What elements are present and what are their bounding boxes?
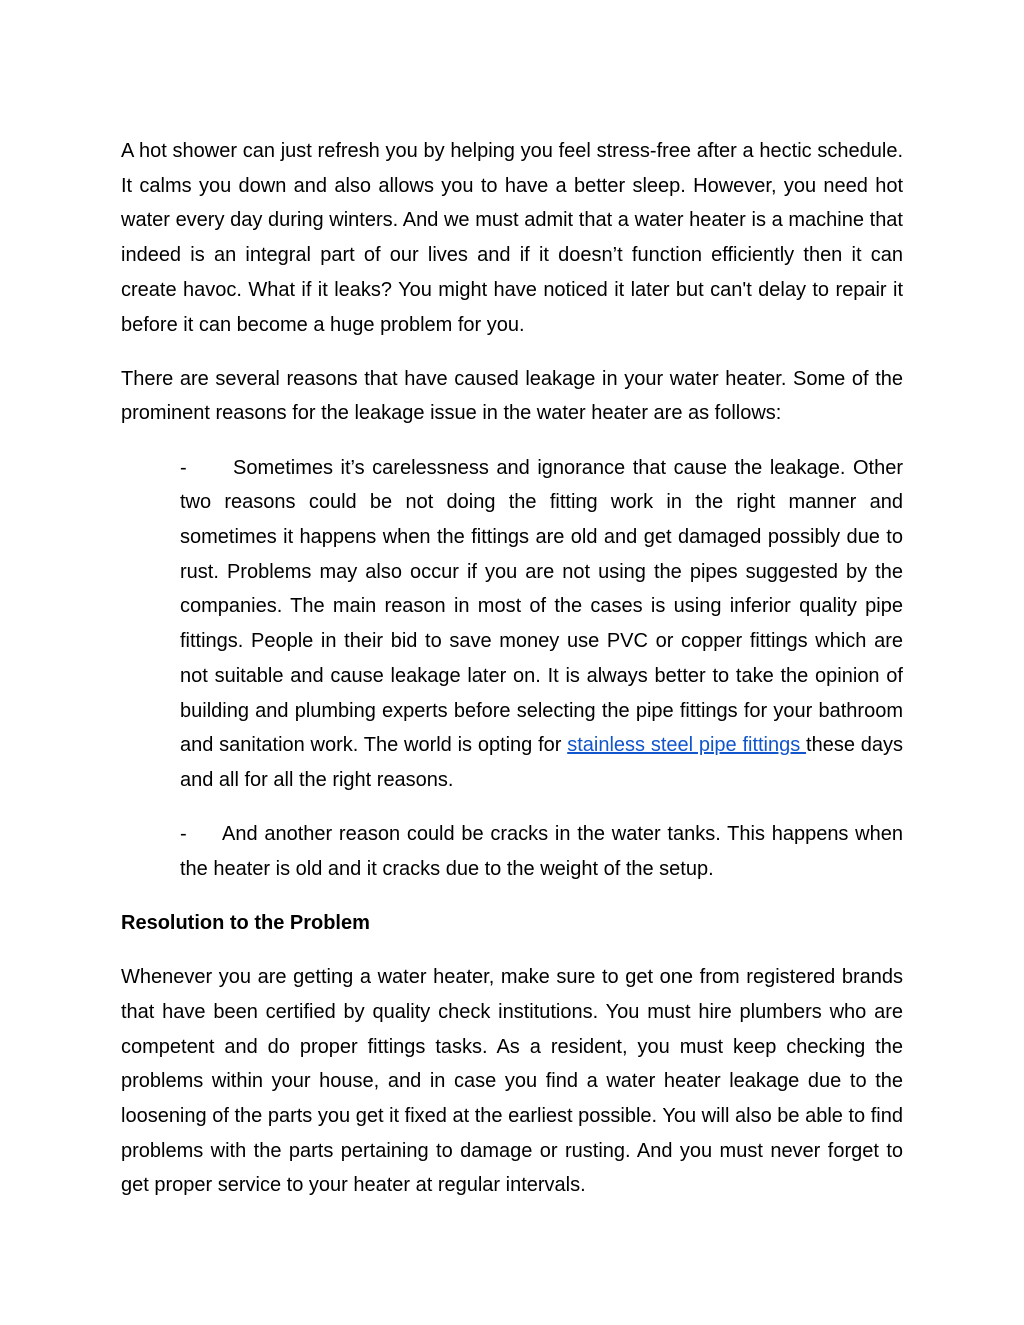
list-item-cracks bbox=[121, 817, 903, 886]
resolution-paragraph: Whenever you are getting a water heater, make sure to get one from registered brands that have been certified by quality check institutions. You must hire plumbers who are competent and do proper fittings tasks. As a resident, you must keep checking the problems within your house, and in case you find a water heater leakage due to the loosening of the parts you get it fixed at the earliest possible. You will also be able to find problems with the parts pertaining to damage or rusting. And you must never forget to get proper service to your heater at regular intervals. bbox=[121, 966, 903, 1197]
section-heading: Resolution to the Problem bbox=[121, 912, 370, 935]
bullet-dash: - bbox=[180, 823, 187, 846]
list-item-text: Sometimes it’s carelessness and ignorance that cause the leakage. Other two reasons could be not doing the fitting work in the right manner and sometimes it happens when the fittings are old and get damaged possibly due to rust. Problems may also occur if you are not using the pipes suggested by the companies. The main reason in most of the cases is using inferior quality pipe fittings. People in their bid to save money use PVC or copper fittings which are not suitable and cause leakage later on. It is always better to take the opinion of building and plumbing experts before selecting the pipe fittings for your bathroom and sanitation work. The world is opting for bbox=[180, 456, 903, 757]
reasons-paragraph: There are several reasons that have caused leakage in your water heater. Some of the prominent reasons for the leakage issue in the water heater are as follows: bbox=[121, 367, 903, 425]
list-item-text-end: these days and all for all the right reasons. bbox=[180, 734, 904, 791]
stainless-steel-pipe-fittings-link[interactable]: stainless steel pipe fittings bbox=[567, 734, 807, 757]
list-item-text: And another reason could be cracks in the water tanks. This happens when the heater is old and it cracks due to the weight of the setup. bbox=[180, 823, 903, 880]
list-item-carelessness bbox=[121, 451, 903, 798]
document-page bbox=[121, 134, 903, 1223]
bullet-dash: - bbox=[180, 456, 187, 479]
intro-paragraph: A hot shower can just refresh you by helping you feel stress-free after a hectic schedule. It calms you down and also allows you to have a better sleep. However, you need hot water every day during winters. And we must admit that a water heater is a machine that indeed is an integral part of our lives and if it doesn’t function efficiently then it can create havoc. What if it leaks? You might have noticed it later but can't delay to repair it before it can become a huge problem for you. bbox=[121, 140, 903, 336]
